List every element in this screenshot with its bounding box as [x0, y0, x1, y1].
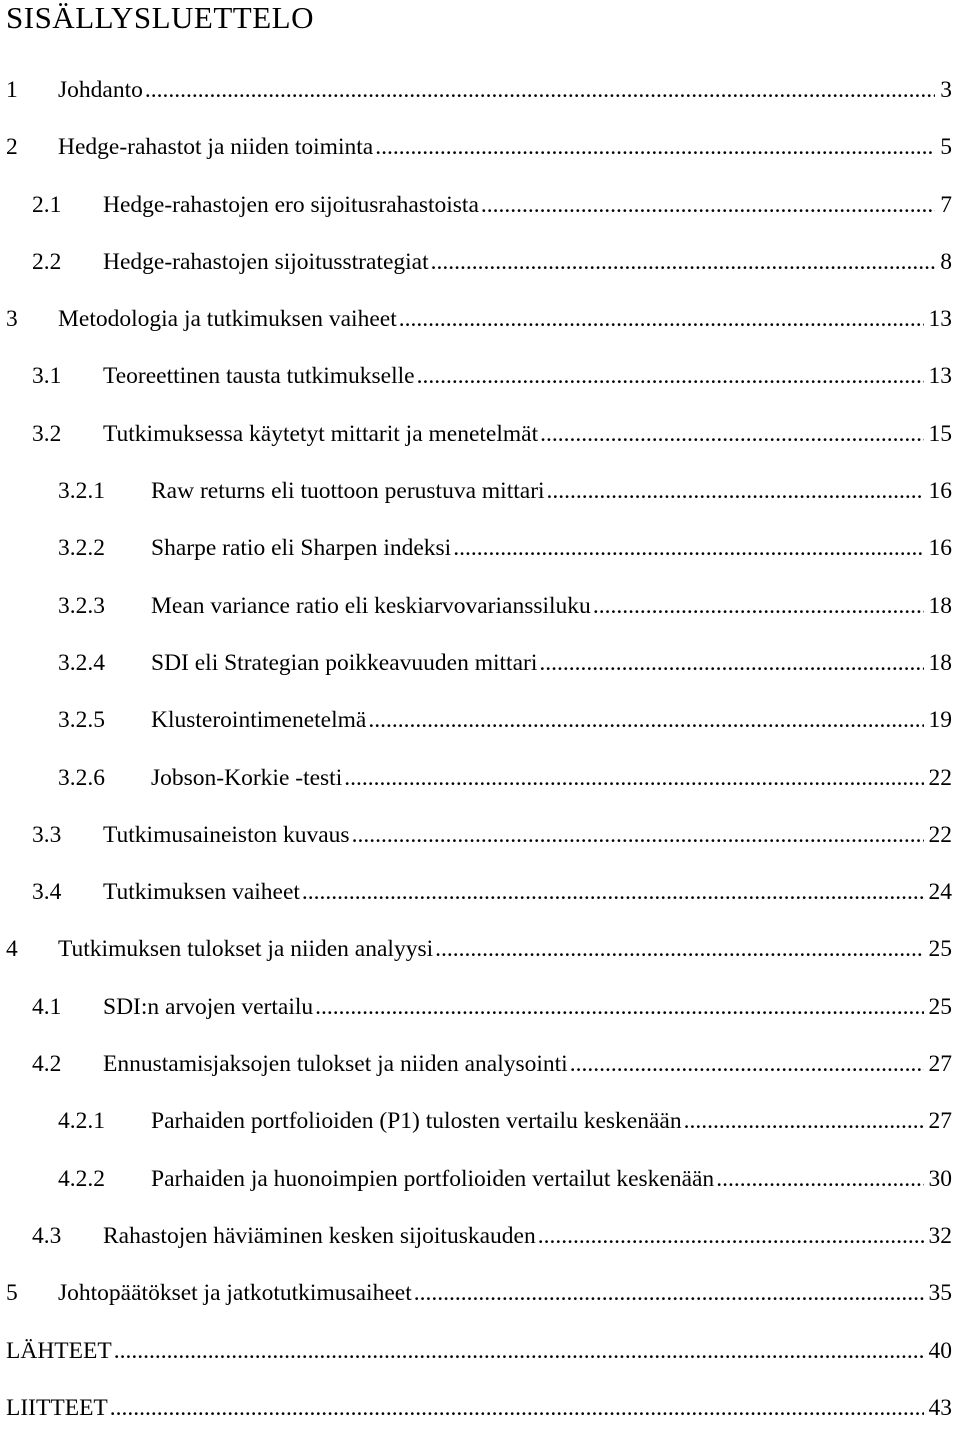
toc-entry-page-number: 35 — [928, 1280, 952, 1307]
toc-entry-number: 4.2.1 — [58, 1108, 105, 1135]
toc-entry-title: Tutkimuksen vaiheet — [103, 864, 302, 921]
toc-entry-page-number: 15 — [928, 420, 952, 447]
toc-entry-line — [151, 750, 952, 807]
toc-entry[interactable] — [6, 1093, 952, 1150]
toc-entry-page-number: 5 — [940, 134, 952, 161]
toc-entry-page-number: 13 — [928, 306, 952, 333]
toc-entry-title: Rahastojen häviäminen kesken sijoituskauden — [103, 1208, 538, 1265]
toc-dot-leader — [145, 62, 935, 119]
toc-entry-page-number: 19 — [928, 707, 952, 734]
toc-entry-page-number: 30 — [928, 1165, 952, 1192]
toc-entry-number: 3.4 — [32, 879, 62, 906]
toc-dot-leader — [110, 1380, 924, 1437]
toc-entry[interactable] — [6, 1380, 952, 1437]
toc-entry-line — [103, 864, 952, 921]
toc-entry-line — [103, 979, 952, 1036]
toc-entry[interactable] — [6, 692, 952, 749]
toc-dot-leader — [344, 750, 923, 807]
toc-entry[interactable] — [6, 1151, 952, 1208]
toc-entry-line — [151, 578, 952, 635]
toc-entry-line — [151, 692, 952, 749]
toc-entry-number: 3.2.2 — [58, 535, 105, 562]
toc-entry-line — [58, 291, 952, 348]
toc-entry-number: 4 — [6, 936, 18, 963]
toc-entry-line — [151, 635, 952, 692]
toc-entry[interactable] — [6, 520, 952, 577]
toc-entry-line — [58, 1265, 952, 1322]
toc-entry[interactable] — [6, 864, 952, 921]
toc-entry-number: 3.2.3 — [58, 592, 105, 619]
toc-entry[interactable] — [6, 635, 952, 692]
toc-entry-page-number: 43 — [928, 1394, 952, 1421]
toc-entry-number: 2 — [6, 134, 18, 161]
toc-entry-number: 2.1 — [32, 191, 62, 218]
toc-dot-leader — [399, 291, 924, 348]
toc-title: SISÄLLYSLUETTELO — [6, 0, 314, 35]
toc-dot-leader — [431, 234, 936, 291]
toc-entry[interactable] — [6, 1323, 952, 1380]
toc-entry-title: SDI eli Strategian poikkeavuuden mittari — [151, 635, 539, 692]
toc-entry-title: Tutkimuksessa käytetyt mittarit ja menetelmät — [103, 406, 540, 463]
toc-entry-page-number: 13 — [928, 363, 952, 390]
toc-entry-title: Ennustamisjaksojen tulokset ja niiden analysointi — [103, 1036, 570, 1093]
toc-entry-number: 1 — [6, 77, 18, 103]
toc-entry[interactable] — [6, 406, 952, 463]
toc-dot-leader — [547, 463, 924, 520]
toc-entry-page-number: 32 — [928, 1222, 952, 1249]
toc-entry-page-number: 27 — [928, 1051, 952, 1078]
toc-dot-leader — [368, 692, 923, 749]
toc-dot-leader — [538, 1208, 924, 1265]
toc-entry-page-number: 3 — [940, 77, 952, 103]
toc-entry-number: 2.2 — [32, 248, 62, 275]
toc-entry-number: 3.2.6 — [58, 764, 105, 791]
table-of-contents — [6, 62, 952, 1437]
toc-entry-number: 3 — [6, 306, 18, 333]
toc-entry[interactable] — [6, 463, 952, 520]
toc-entry[interactable] — [6, 578, 952, 635]
toc-entry-line — [103, 807, 952, 864]
toc-entry-number: 4.2 — [32, 1051, 62, 1078]
toc-entry-title: LIITTEET — [6, 1380, 110, 1437]
toc-entry-title: Raw returns eli tuottoon perustuva mittari — [151, 463, 547, 520]
toc-entry-title: Jobson-Korkie -testi — [151, 750, 344, 807]
toc-entry[interactable] — [6, 234, 952, 291]
toc-entry-page-number: 16 — [928, 535, 952, 562]
toc-entry-title: Metodologia ja tutkimuksen vaiheet — [58, 291, 399, 348]
toc-entry-page-number: 25 — [928, 936, 952, 963]
toc-entry[interactable] — [6, 62, 952, 119]
toc-dot-leader — [570, 1036, 924, 1093]
toc-dot-leader — [375, 119, 935, 176]
toc-dot-leader — [315, 979, 923, 1036]
toc-entry-number: 3.2.1 — [58, 478, 105, 505]
toc-entry-page-number: 27 — [928, 1108, 952, 1135]
toc-entry-page-number: 22 — [928, 821, 952, 848]
toc-entry-title: Mean variance ratio eli keskiarvovarianssiluku — [151, 578, 593, 635]
toc-dot-leader — [352, 807, 924, 864]
toc-entry-title: Hedge-rahastojen sijoitusstrategiat — [103, 234, 431, 291]
toc-entry-line — [6, 1380, 952, 1437]
toc-entry[interactable] — [6, 1036, 952, 1093]
toc-dot-leader — [302, 864, 924, 921]
toc-dot-leader — [417, 348, 924, 405]
toc-entry-title: Hedge-rahastot ja niiden toiminta — [58, 119, 375, 176]
toc-entry-page-number: 18 — [928, 649, 952, 676]
toc-entry-title: Johtopäätökset ja jatkotutkimusaiheet — [58, 1265, 414, 1322]
toc-entry-title: Parhaiden portfolioiden (P1) tulosten vertailu keskenään — [151, 1093, 684, 1150]
toc-entry-title: Teoreettinen tausta tutkimukselle — [103, 348, 417, 405]
toc-entry-title: Hedge-rahastojen ero sijoitusrahastoista — [103, 177, 481, 234]
toc-entry-title: Parhaiden ja huonoimpien portfolioiden vertailut keskenään — [151, 1151, 716, 1208]
toc-entry[interactable] — [6, 1265, 952, 1322]
toc-entry[interactable] — [6, 807, 952, 864]
toc-entry-page-number: 24 — [928, 879, 952, 906]
toc-entry-line — [103, 406, 952, 463]
toc-entry-line — [151, 1093, 952, 1150]
toc-entry-page-number: 22 — [928, 764, 952, 791]
toc-dot-leader — [453, 520, 923, 577]
toc-entry-line — [103, 177, 952, 234]
toc-entry-title: Klusterointimenetelmä — [151, 692, 368, 749]
toc-entry-number: 5 — [6, 1280, 18, 1307]
toc-entry[interactable] — [6, 291, 952, 348]
toc-entry[interactable] — [6, 979, 952, 1036]
toc-dot-leader — [539, 635, 923, 692]
toc-entry-line — [103, 1036, 952, 1093]
toc-dot-leader — [684, 1093, 924, 1150]
toc-entry-line — [103, 234, 952, 291]
toc-entry-line — [151, 520, 952, 577]
toc-entry-number: 3.2.5 — [58, 707, 105, 734]
toc-entry-line — [151, 463, 952, 520]
toc-entry-title: Tutkimusaineiston kuvaus — [103, 807, 352, 864]
toc-entry-number: 3.2 — [32, 420, 62, 447]
toc-entry-line — [58, 921, 952, 978]
toc-entry-page-number: 40 — [928, 1337, 952, 1364]
toc-entry-number: 4.1 — [32, 993, 62, 1020]
toc-dot-leader — [540, 406, 923, 463]
toc-entry-line — [6, 1323, 952, 1380]
toc-entry-number: 3.2.4 — [58, 649, 105, 676]
toc-entry-title: LÄHTEET — [6, 1323, 114, 1380]
toc-entry-line — [103, 1208, 952, 1265]
toc-entry[interactable] — [6, 177, 952, 234]
toc-entry-page-number: 16 — [928, 478, 952, 505]
toc-dot-leader — [435, 921, 923, 978]
toc-entry-line — [58, 62, 952, 119]
toc-entry-number: 3.1 — [32, 363, 62, 390]
toc-dot-leader — [414, 1265, 924, 1322]
toc-entry-line — [58, 119, 952, 176]
toc-entry-number: 4.3 — [32, 1222, 62, 1249]
toc-entry[interactable] — [6, 750, 952, 807]
toc-entry-title: Sharpe ratio eli Sharpen indeksi — [151, 520, 453, 577]
toc-dot-leader — [593, 578, 924, 635]
toc-entry-line — [103, 348, 952, 405]
toc-entry-number: 3.3 — [32, 821, 62, 848]
toc-entry[interactable] — [6, 1208, 952, 1265]
toc-dot-leader — [114, 1323, 924, 1380]
toc-entry-number: 4.2.2 — [58, 1165, 105, 1192]
toc-dot-leader — [481, 177, 935, 234]
toc-entry[interactable] — [6, 348, 952, 405]
toc-entry[interactable] — [6, 921, 952, 978]
toc-dot-leader — [716, 1151, 923, 1208]
toc-entry-line — [151, 1151, 952, 1208]
toc-entry[interactable] — [6, 119, 952, 176]
toc-entry-page-number: 25 — [928, 993, 952, 1020]
toc-entry-page-number: 7 — [940, 191, 952, 218]
toc-entry-title: Tutkimuksen tulokset ja niiden analyysi — [58, 921, 435, 978]
toc-entry-page-number: 18 — [928, 592, 952, 619]
toc-entry-page-number: 8 — [940, 248, 952, 275]
toc-entry-title: SDI:n arvojen vertailu — [103, 979, 315, 1036]
toc-entry-title: Johdanto — [58, 62, 145, 119]
